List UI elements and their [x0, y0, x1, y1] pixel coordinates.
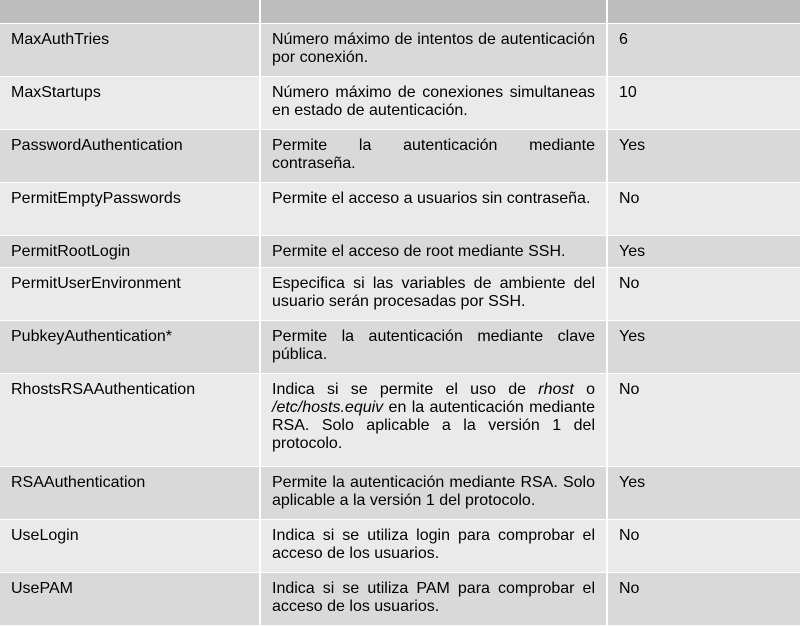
table-row — [0, 520, 800, 573]
table-row — [0, 268, 800, 321]
default-cell: Yes — [608, 321, 800, 374]
option-cell: RSAAuthentication — [0, 467, 261, 520]
table-header-row — [0, 0, 800, 24]
description-text: Indica si se permite el uso de — [272, 381, 539, 398]
table-row — [0, 24, 800, 77]
description-cell: Indica si se utiliza login para comprobar el acceso de los usuarios. — [261, 520, 608, 573]
option-cell: PubkeyAuthentication* — [0, 321, 261, 374]
description-cell: Indica si se utiliza PAM para comprobar el acceso de los usuarios. — [261, 573, 608, 626]
description-cell: Especifica si las variables de ambiente del usuario serán procesadas por SSH. — [261, 268, 608, 321]
description-cell: Número máximo de conexiones simultaneas en estado de autenticación. — [261, 77, 608, 130]
description-cell: Permite la autenticación mediante RSA. Solo aplicable a la versión 1 del protocolo. — [261, 467, 608, 520]
option-cell: UsePAM — [0, 573, 261, 626]
description-cell: Permite la autenticación mediante clave pública. — [261, 321, 608, 374]
default-cell: No — [608, 268, 800, 321]
table-row — [0, 467, 800, 520]
option-cell: PasswordAuthentication — [0, 130, 261, 183]
option-cell: PermitRootLogin — [0, 236, 261, 268]
table-row — [0, 374, 800, 467]
header-default — [608, 0, 800, 24]
table-row — [0, 236, 800, 268]
rhost-term: rhost — [538, 381, 574, 398]
description-text: en la autenticación mediante RSA. Solo aplicable a la versión 1 del protocolo. — [272, 399, 595, 452]
table-row — [0, 321, 800, 374]
option-cell: RhostsRSAAuthentication — [0, 374, 261, 467]
default-cell: No — [608, 374, 800, 467]
description-cell — [261, 374, 608, 467]
hosts-equiv-path: /etc/hosts.equiv — [272, 399, 384, 416]
description-cell: Número máximo de intentos de autenticación por conexión. — [261, 24, 608, 77]
header-description — [261, 0, 608, 24]
option-cell: MaxAuthTries — [0, 24, 261, 77]
table-row — [0, 130, 800, 183]
option-cell: PermitEmptyPasswords — [0, 183, 261, 236]
default-cell: No — [608, 573, 800, 626]
table-row — [0, 183, 800, 236]
default-cell: 6 — [608, 24, 800, 77]
default-cell: Yes — [608, 130, 800, 183]
option-cell: PermitUserEnvironment — [0, 268, 261, 321]
header-option — [0, 0, 261, 24]
default-cell: No — [608, 520, 800, 573]
default-cell: 10 — [608, 77, 800, 130]
description-cell: Permite la autenticación mediante contraseña. — [261, 130, 608, 183]
default-cell: Yes — [608, 236, 800, 268]
description-text: o — [573, 381, 596, 398]
table-row — [0, 77, 800, 130]
option-cell: MaxStartups — [0, 77, 261, 130]
option-cell: UseLogin — [0, 520, 261, 573]
default-cell: No — [608, 183, 800, 236]
description-cell: Permite el acceso a usuarios sin contraseña. — [261, 183, 608, 236]
default-cell: Yes — [608, 467, 800, 520]
description-cell: Permite el acceso de root mediante SSH. — [261, 236, 608, 268]
